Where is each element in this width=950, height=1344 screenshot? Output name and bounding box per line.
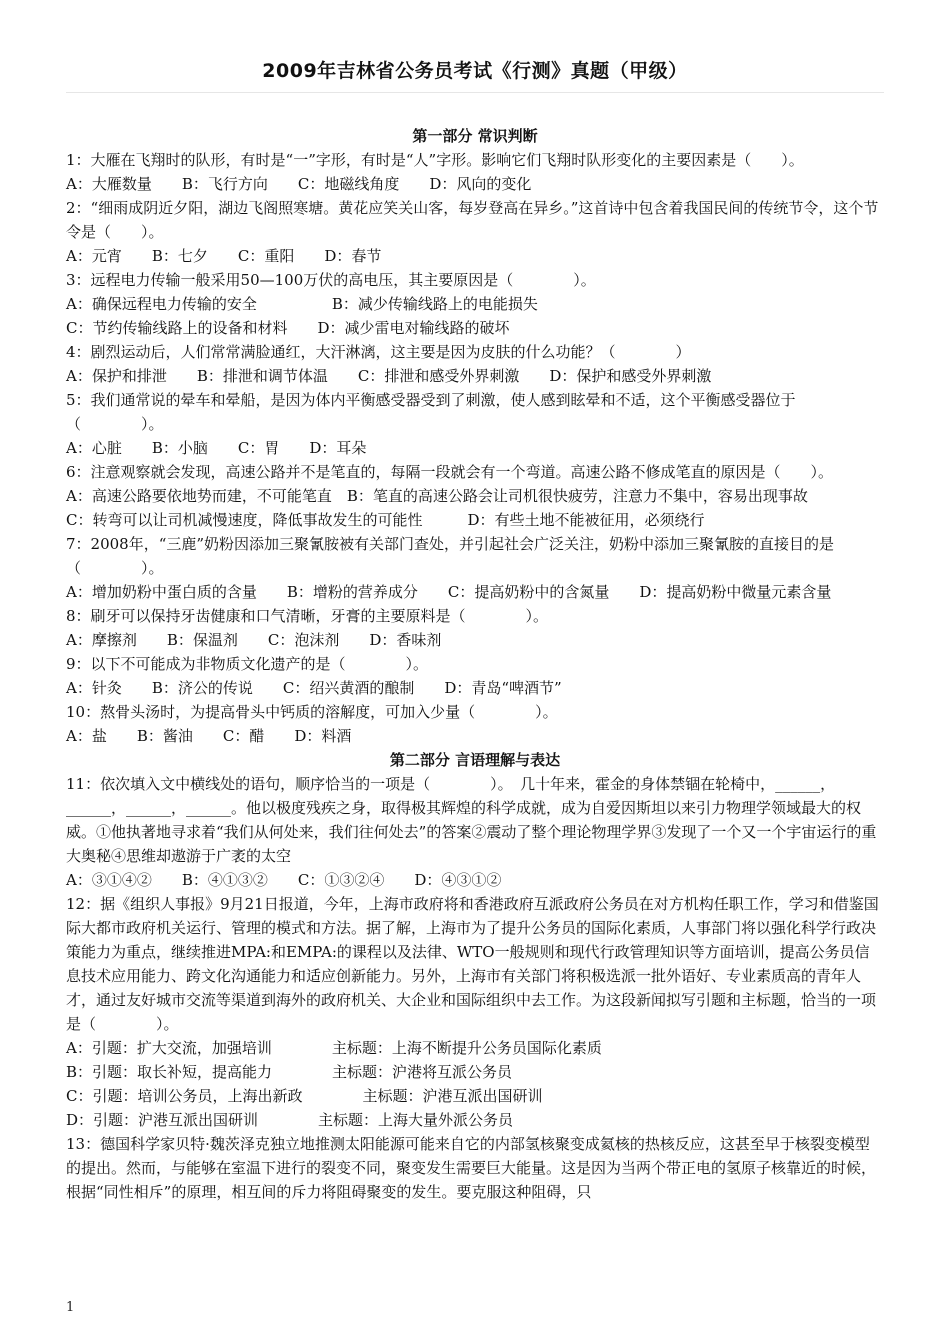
question-text: 13：德国科学家贝特·魏茨泽克独立地推测太阳能源可能来自它的内部氢核聚变成氦核的热核反应，这甚至早于核裂变模型的提出。然而，与能够在室温下进行的裂变不同，聚变发生需要巨大能量。这是因为当两个带正电的氢原子核靠近的时候，根据“同性相斥”的原理，相互间的斥力将阻碍聚变的发生。要克服这种阻碍，只 [66,1135,877,1201]
answer-options: A：大雁数量 B：飞行方向 C：地磁线角度 D：风向的变化 [66,175,532,193]
section-heading: 第二部分 言语理解与表达 [389,751,561,769]
question-text: 1：大雁在飞翔时的队形，有时是“一”字形，有时是“人”字形。影响它们飞翔时队形变化的主要因素是（ ）。 [66,151,804,169]
answer-options: C：节约传输线路上的设备和材料 D：减少雷电对输线路的破坏 [66,319,510,337]
header-divider [66,92,884,93]
answer-options: C：转弯可以让司机减慢速度，降低事故发生的可能性 D：有些土地不能被征用，必须绕行 [66,511,705,529]
question-text: 9：以下不可能成为非物质文化遗产的是（ ）。 [66,655,429,673]
answer-options: A：保护和排泄 B：排泄和调节体温 C：排泄和感受外界刺激 D：保护和感受外界刺激 [66,367,712,385]
page-title: 2009年吉林省公务员考试《行测》真题（甲级） [262,60,688,82]
answer-options: C：引题：培训公务员，上海出新政 主标题：沪港互派出国研训 [66,1087,543,1105]
answer-options: B：引题：取长补短，提高能力 主标题：沪港将互派公务员 [66,1063,513,1081]
answer-options: A：摩擦剂 B：保温剂 C：泡沫剂 D：香味剂 [66,631,442,649]
answer-options: A：针灸 B：济公的传说 C：绍兴黄酒的酿制 D：青岛“啤酒节” [66,679,562,697]
section-heading: 第一部分 常识判断 [412,127,538,145]
answer-options: A：增加奶粉中蛋白质的含量 B：增粉的营养成分 C：提高奶粉中的含氮量 D：提高奶粉中微量元素含量 [66,583,832,601]
question-text: 7：2008年，“三鹿”奶粉因添加三聚氰胺被有关部门查处，并引起社会广泛关注，奶粉中添加三聚氰胺的直接目的是（ ）。 [66,535,835,577]
document-body [66,124,884,1204]
answer-options: A：心脏 B：小脑 C：胃 D：耳朵 [66,439,367,457]
question-text: 5：我们通常说的晕车和晕船，是因为体内平衡感受器受到了刺激，使人感到眩晕和不适，这个平衡感受器位于（ ）。 [66,391,796,433]
question-text: 3：远程电力传输一般采用50—100万伏的高电压，其主要原因是（ ）。 [66,271,596,289]
question-text: 11：依次填入文中横线处的语句，顺序恰当的一项是（ ）。 几十年来，霍金的身体禁锢在轮椅中，______，______，______，______。他以极度残疾之身，取得极其辉煌的科学成就，成为自爱因斯坦以来引力物理学领域最大的权威。①他执著地寻求着“我们从何处来，我们往何处去”的答案②震动了整个理论物理学界③发现了一个又一个宇宙运行的重大奥秘④思维却遨游于广袤的太空 [66,775,877,865]
answer-options: A：高速公路要依地势而建，不可能笔直 B：笔直的高速公路会让司机很快疲劳，注意力不集中，容易出现事故 [66,487,808,505]
question-text: 12：据《组织人事报》9月21日报道，今年，上海市政府将和香港政府互派政府公务员在对方机构任职工作，学习和借鉴国际大都市政府机关运行、管理的模式和方法。据了解，上海市为了提升公务员的国际化素质，人事部门将以强化科学行政决策能力为重点，继续推进MPA:和EMPA:的课程以及法律、WTO一般规则和现代行政管理知识等方面培训，提高公务员信息技术应用能力、跨文化沟通能力和适应创新能力。另外，上海市有关部门将积极选派一批外语好、专业素质高的青年人才，通过友好城市交流等渠道到海外的政府机关、大企业和国际组织中去工作。为这段新闻拟写引题和主标题，恰当的一项是（ ）。 [66,895,879,1033]
question-text: 6：注意观察就会发现，高速公路并不是笔直的，每隔一段就会有一个弯道。高速公路不修成笔直的原因是（ ）。 [66,463,834,481]
answer-options: A：③①④② B：④①③② C：①③②④ D：④③①② [66,871,502,889]
question-text: 2：“细雨成阴近夕阳，湖边飞阁照寒塘。黄花应笑关山客，每岁登高在异乡。”这首诗中包含着我国民间的传统节令，这个节令是（ ）。 [66,199,879,241]
answer-options: A：引题：扩大交流，加强培训 主标题：上海不断提升公务员国际化素质 [66,1039,602,1057]
page-number: 1 [66,1300,75,1315]
question-text: 10：熬骨头汤时，为提高骨头中钙质的溶解度，可加入少量（ ）。 [66,703,558,721]
answer-options: A：盐 B：酱油 C：醋 D：料酒 [66,727,352,745]
answer-options: A：确保远程电力传输的安全 B：减少传输线路上的电能损失 [66,295,538,313]
answer-options: D：引题：沪港互派出国研训 主标题：上海大量外派公务员 [66,1111,514,1129]
answer-options: A：元宵 B：七夕 C：重阳 D：春节 [66,247,382,265]
question-text: 8：刷牙可以保持牙齿健康和口气清晰，牙膏的主要原料是（ ）。 [66,607,549,625]
question-text: 4：剧烈运动后，人们常常满脸通红，大汗淋漓，这主要是因为皮肤的什么功能？（ ） [66,343,691,361]
